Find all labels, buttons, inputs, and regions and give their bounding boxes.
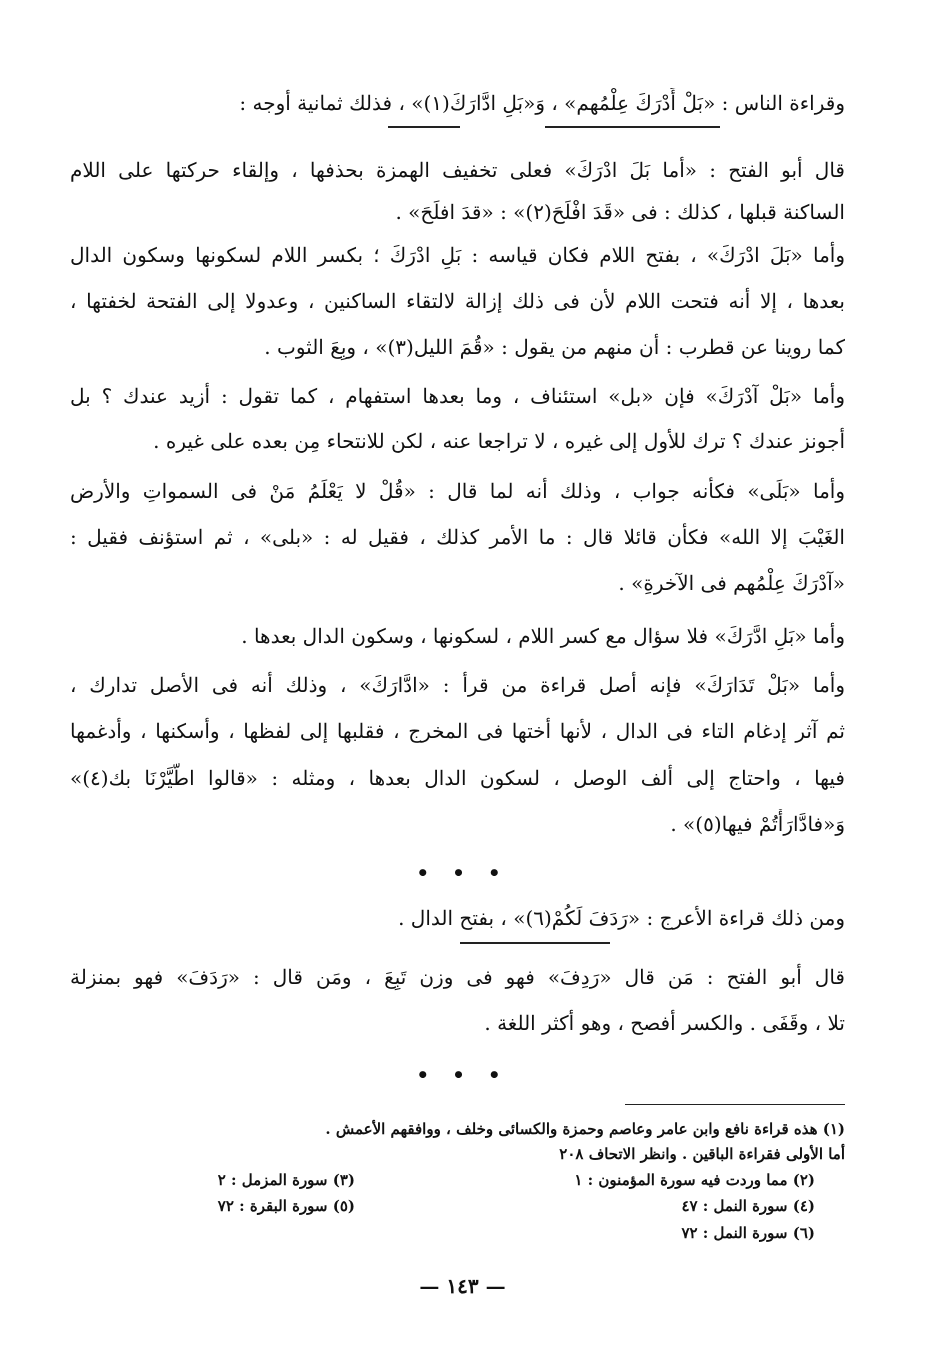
section-separator-2: • • •	[416, 1063, 509, 1087]
text-line-13: وأما «بَلْ تَدَارَكَ» فإنه أصل قراءة من قرأ : «ادَّارَكَ» ، وذلك أنه فى الأصل تدارك ،	[70, 673, 845, 697]
text-line-6: كما روينا عن قطرب : أن منهم من يقول : «قُمَ الليل(٣)» ، وبِعَ الثوب .	[264, 335, 845, 359]
footnote-3: (٣) سورة المزمل : ٢	[217, 1171, 355, 1189]
footnote-row-2-3	[75, 1169, 815, 1193]
underline-3	[460, 942, 610, 944]
text-line-10: الغَيْبَ إلا الله» فكأن قائلا قال : ما الأمر كذلك ، فقيل له : «بلى» ، ثم استؤنف فقيل :	[70, 525, 845, 549]
text-line-19: تلا ، وقَفَى . والكسر أفصح ، وهو أكثر اللغة .	[484, 1011, 845, 1035]
text-line-11: «آدْرَكَ عِلْمُهم فى الآخرةِ» .	[618, 571, 845, 595]
text-line-5: بعدها ، إلا أنه فتحت اللام لأن فى ذلك إزالة لالتقاء الساكنين ، وعدولا إلى الفتحة لخفتها ،	[70, 289, 845, 313]
footnote-row-4-5	[75, 1195, 815, 1219]
text-line-15: فيها ، واحتاج إلى ألف الوصل ، لسكون الدال بعدها ، ومثله : «قالوا اطَّيَّرْنَا بك(٤)»	[70, 766, 845, 790]
section-separator: • • •	[416, 861, 509, 885]
text-line-4: وأما «بَلَ ادْرَكَ» ، بفتح اللام فكان قياسه : بَلِ ادْرَكَ ؛ بكسر اللام لسكونها وسكون الدال	[70, 243, 845, 267]
text-line-8: أجونز عندك ؟ ترك للأول إلى غيره ، لا تراجعا عنه ، لكن للانتحاء مِن بعده على غيره .	[153, 429, 845, 453]
underline-2	[545, 126, 720, 128]
footnote-1-continued: أما الأولى فقراءة الباقين . وانظر الاتحاف ٢٠٨	[559, 1145, 845, 1163]
text-line-16: وَ«فادَّارَأْتُمْ فيها(٥)» .	[670, 812, 845, 836]
text-line-2: قال أبو الفتح : «أما بَلَ ادْرَكَ» فعلى تخفيف الهمزة بحذفها ، وإلقاء حركتها على اللام	[70, 158, 845, 182]
text-line-1: وقراءة الناس : «بَلْ أَدْرَكَ عِلْمُهم» ، وَ«بَلِ ادَّارَكَ(١)» ، فذلك ثمانية أوجه :	[239, 91, 845, 115]
text-line-18: قال أبو الفتح : مَن قال «رَدِفَ» فهو فى وزن تَبِعَ ، ومَن قال : «رَدَفَ» فهو بمنزلة	[70, 965, 845, 989]
footnote-6: (٦) سورة النمل : ٧٢	[681, 1224, 815, 1242]
footnote-4: (٤) سورة النمل : ٤٧	[681, 1197, 815, 1215]
footnote-2: (٢) مما وردت فيه سورة المؤمنون : ١	[574, 1171, 815, 1189]
footnote-1: (١) هذه قراءة نافع وابن عامر وعاصم وحمزة والكسائى وخلف ، ووافقهم الأعمش .	[325, 1120, 845, 1138]
page-number: — ١٤٣ —	[419, 1274, 506, 1298]
text-line-14: ثم آثر إدغام التاء فى الدال ، لأنها أختها فى المخرج ، فقلبها إلى لفظها ، وأسكنها ، وأدغمها	[70, 719, 845, 743]
text-line-9: وأما «بَلَى» فكأنه جواب ، وذلك أنه لما قال : «قُلْ لا يَعْلَمُ مَنْ فى السمواتِ والأرض	[70, 479, 845, 503]
footnote-5: (٥) سورة البقرة : ٧٢	[217, 1197, 355, 1215]
footnote-rule	[625, 1104, 845, 1105]
text-line-7: وأما «بَلْ آدْرَكَ» فإن «بل» استئناف ، وما بعدها استفهام ، كما تقول : أزيد عندك ؟ بل	[70, 384, 845, 408]
text-line-3: الساكنة قبلها ، كذلك : فى «قَدَ افْلَحَ(٢)» : «قدَ افلَحَ» .	[395, 200, 845, 224]
text-line-17: ومن ذلك قراءة الأعرج : «رَدَفَ لَكُمْ(٦)» ، بفتح الدال .	[398, 906, 845, 930]
text-line-12: وأما «بَلِ ادَّرَكَ» فلا سؤال مع كسر اللام ، لسكونها ، وسكون الدال بعدها .	[241, 624, 845, 648]
underline-1	[388, 126, 460, 128]
footnote-row-6	[75, 1222, 815, 1246]
